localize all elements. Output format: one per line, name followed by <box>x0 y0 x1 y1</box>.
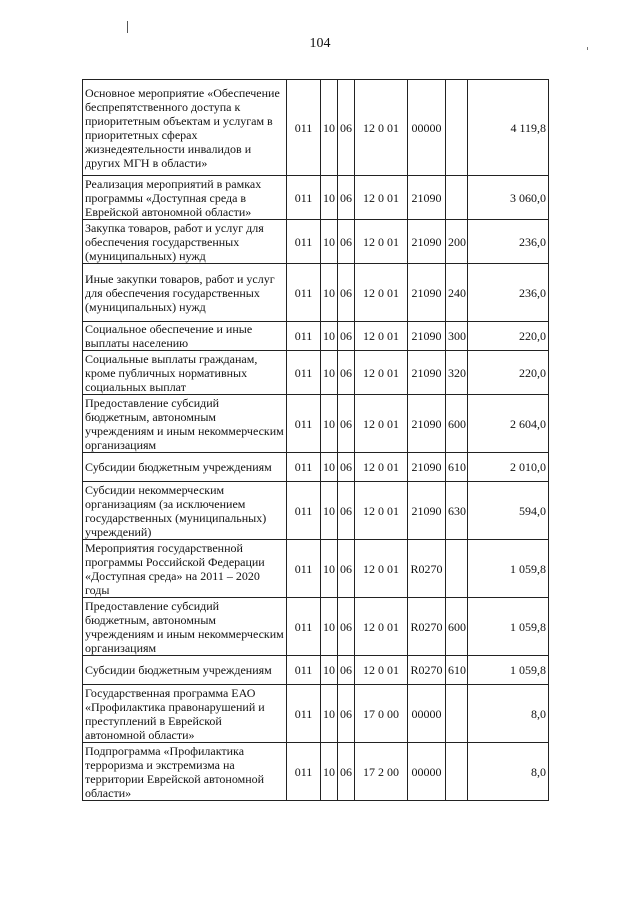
expense-type-code <box>446 176 468 220</box>
target-article-code: 12 0 01 <box>355 482 408 540</box>
section-code: 10 <box>321 395 338 453</box>
grbs-code: 011 <box>287 482 321 540</box>
row-name: Субсидии бюджетным учреждениям <box>83 453 287 482</box>
subsection-code: 06 <box>338 264 355 322</box>
subsection-code: 06 <box>338 395 355 453</box>
amount: 8,0 <box>468 743 549 801</box>
row-name: Иные закупки товаров, работ и услуг для обеспечения государственных (муниципальных) нужд <box>83 264 287 322</box>
section-code: 10 <box>321 685 338 743</box>
target-article-suffix: 21090 <box>408 395 446 453</box>
grbs-code: 011 <box>287 453 321 482</box>
scan-mark <box>587 47 588 50</box>
section-code: 10 <box>321 322 338 351</box>
table-row <box>83 598 549 656</box>
row-name: Предоставление субсидий бюджетным, автономным учреждениям и иным некоммерческим организациям <box>83 598 287 656</box>
row-name: Социальное обеспечение и иные выплаты населению <box>83 322 287 351</box>
row-name: Субсидии некоммерческим организациям (за исключением государственных (муниципальных) учреждений) <box>83 482 287 540</box>
grbs-code: 011 <box>287 395 321 453</box>
table-row <box>83 264 549 322</box>
section-code: 10 <box>321 743 338 801</box>
expense-type-code: 610 <box>446 656 468 685</box>
amount: 1 059,8 <box>468 656 549 685</box>
target-article-suffix: 21090 <box>408 264 446 322</box>
subsection-code: 06 <box>338 80 355 176</box>
grbs-code: 011 <box>287 685 321 743</box>
subsection-code: 06 <box>338 685 355 743</box>
target-article-suffix: 21090 <box>408 482 446 540</box>
expense-type-code: 200 <box>446 220 468 264</box>
target-article-code: 12 0 01 <box>355 656 408 685</box>
table-row <box>83 656 549 685</box>
budget-table <box>82 79 549 801</box>
subsection-code: 06 <box>338 598 355 656</box>
table-row <box>83 482 549 540</box>
target-article-code: 12 0 01 <box>355 220 408 264</box>
target-article-code: 12 0 01 <box>355 322 408 351</box>
expense-type-code: 240 <box>446 264 468 322</box>
grbs-code: 011 <box>287 220 321 264</box>
expense-type-code <box>446 743 468 801</box>
amount: 1 059,8 <box>468 540 549 598</box>
target-article-suffix: 00000 <box>408 80 446 176</box>
grbs-code: 011 <box>287 743 321 801</box>
subsection-code: 06 <box>338 453 355 482</box>
row-name: Государственная программа ЕАО «Профилактика правонарушений и преступлений в Еврейской автономной области» <box>83 685 287 743</box>
grbs-code: 011 <box>287 264 321 322</box>
expense-type-code: 630 <box>446 482 468 540</box>
subsection-code: 06 <box>338 743 355 801</box>
row-name: Мероприятия государственной программы Российской Федерации «Доступная среда» на 2011 – 2020 годы <box>83 540 287 598</box>
row-name: Основное мероприятие «Обеспечение беспрепятственного доступа к приоритетным объектам и услугам в приоритетных сферах жизнедеятельности инвалидов и других МГН в области» <box>83 80 287 176</box>
row-name: Реализация мероприятий в рамках программы «Доступная среда в Еврейской автономной области» <box>83 176 287 220</box>
expense-type-code: 600 <box>446 598 468 656</box>
table-row <box>83 743 549 801</box>
expense-type-code <box>446 80 468 176</box>
target-article-suffix: 21090 <box>408 220 446 264</box>
target-article-suffix: R0270 <box>408 540 446 598</box>
subsection-code: 06 <box>338 351 355 395</box>
section-code: 10 <box>321 220 338 264</box>
section-code: 10 <box>321 598 338 656</box>
page-number: 104 <box>309 36 331 51</box>
amount: 220,0 <box>468 322 549 351</box>
table-row <box>83 395 549 453</box>
amount: 1 059,8 <box>468 598 549 656</box>
target-article-code: 12 0 01 <box>355 598 408 656</box>
target-article-suffix: 00000 <box>408 685 446 743</box>
grbs-code: 011 <box>287 598 321 656</box>
table-row <box>83 176 549 220</box>
section-code: 10 <box>321 264 338 322</box>
amount: 3 060,0 <box>468 176 549 220</box>
target-article-code: 17 0 00 <box>355 685 408 743</box>
scan-mark <box>127 21 128 33</box>
target-article-code: 12 0 01 <box>355 540 408 598</box>
table-row <box>83 220 549 264</box>
target-article-code: 17 2 00 <box>355 743 408 801</box>
grbs-code: 011 <box>287 80 321 176</box>
target-article-suffix: 21090 <box>408 322 446 351</box>
target-article-code: 12 0 01 <box>355 351 408 395</box>
grbs-code: 011 <box>287 322 321 351</box>
grbs-code: 011 <box>287 656 321 685</box>
amount: 220,0 <box>468 351 549 395</box>
table-row <box>83 453 549 482</box>
section-code: 10 <box>321 482 338 540</box>
table-row <box>83 80 549 176</box>
subsection-code: 06 <box>338 220 355 264</box>
target-article-suffix: 21090 <box>408 176 446 220</box>
amount: 2 010,0 <box>468 453 549 482</box>
table-row <box>83 351 549 395</box>
amount: 8,0 <box>468 685 549 743</box>
section-code: 10 <box>321 176 338 220</box>
subsection-code: 06 <box>338 176 355 220</box>
amount: 236,0 <box>468 220 549 264</box>
expense-type-code: 300 <box>446 322 468 351</box>
amount: 2 604,0 <box>468 395 549 453</box>
expense-type-code: 600 <box>446 395 468 453</box>
grbs-code: 011 <box>287 351 321 395</box>
target-article-suffix: R0270 <box>408 656 446 685</box>
table-body <box>83 80 549 801</box>
subsection-code: 06 <box>338 540 355 598</box>
target-article-suffix: 21090 <box>408 351 446 395</box>
grbs-code: 011 <box>287 540 321 598</box>
amount: 594,0 <box>468 482 549 540</box>
amount: 236,0 <box>468 264 549 322</box>
target-article-code: 12 0 01 <box>355 395 408 453</box>
amount: 4 119,8 <box>468 80 549 176</box>
target-article-code: 12 0 01 <box>355 176 408 220</box>
expense-type-code: 610 <box>446 453 468 482</box>
expense-type-code <box>446 685 468 743</box>
row-name: Подпрограмма «Профилактика терроризма и экстремизма на территории Еврейской автономной области» <box>83 743 287 801</box>
section-code: 10 <box>321 453 338 482</box>
row-name: Социальные выплаты гражданам, кроме публичных нормативных социальных выплат <box>83 351 287 395</box>
table-row <box>83 322 549 351</box>
section-code: 10 <box>321 540 338 598</box>
target-article-code: 12 0 01 <box>355 453 408 482</box>
row-name: Закупка товаров, работ и услуг для обеспечения государственных (муниципальных) нужд <box>83 220 287 264</box>
table-row <box>83 685 549 743</box>
table-row <box>83 540 549 598</box>
section-code: 10 <box>321 656 338 685</box>
row-name: Субсидии бюджетным учреждениям <box>83 656 287 685</box>
subsection-code: 06 <box>338 482 355 540</box>
subsection-code: 06 <box>338 656 355 685</box>
target-article-code: 12 0 01 <box>355 264 408 322</box>
target-article-suffix: 21090 <box>408 453 446 482</box>
expense-type-code: 320 <box>446 351 468 395</box>
section-code: 10 <box>321 351 338 395</box>
target-article-code: 12 0 01 <box>355 80 408 176</box>
section-code: 10 <box>321 80 338 176</box>
target-article-suffix: 00000 <box>408 743 446 801</box>
grbs-code: 011 <box>287 176 321 220</box>
expense-type-code <box>446 540 468 598</box>
subsection-code: 06 <box>338 322 355 351</box>
row-name: Предоставление субсидий бюджетным, автономным учреждениям и иным некоммерческим организациям <box>83 395 287 453</box>
target-article-suffix: R0270 <box>408 598 446 656</box>
